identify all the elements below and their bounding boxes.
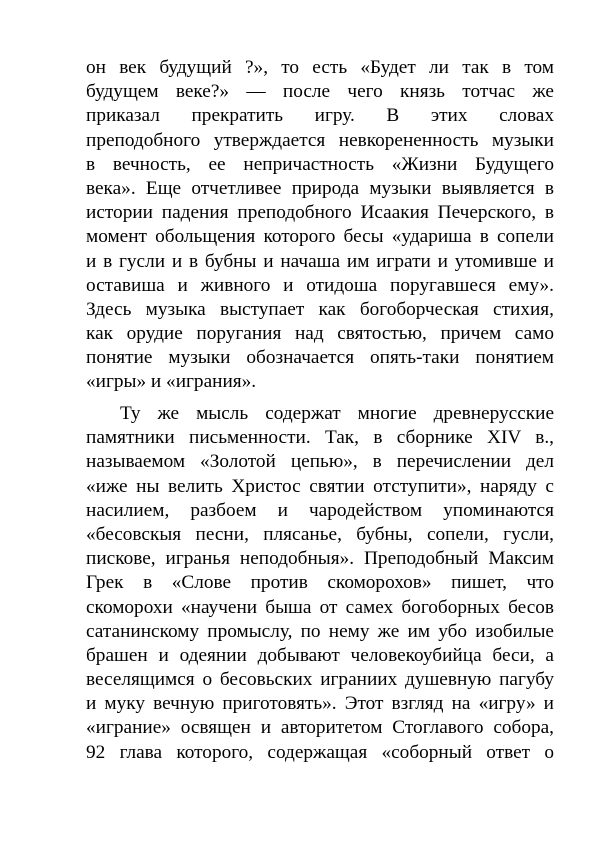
text-line: оставиша и живного и отидоша поругавшеся ему». [86, 274, 554, 296]
text-line: будущем веке?» — после чего князь тотчас же [86, 81, 554, 103]
text-line: «играние» освящен и авторитетом Стоглавого собора, [86, 717, 554, 739]
text-line: пискове, игранья неподобныя». Преподобный Максим [86, 548, 554, 570]
text-line: «игры» и «играния». [86, 371, 257, 393]
text-line: и в гусли и в бубны и начаша им играти и утомивше и [86, 250, 554, 272]
text-line: «иже ны велить Христос святии отступити», наряду с [86, 475, 554, 497]
paragraph-2 [86, 402, 554, 765]
text-line: понятие музыки обозначается опять-таки понятием [86, 347, 554, 369]
text-line: в вечность, ее непричастность «Жизни Будущего [86, 153, 554, 175]
text-line: сатанинскому промыслу, по нему же им убо изобилые [86, 620, 554, 642]
text-line: он век будущий ?», то есть «Будет ли так в том [86, 57, 554, 78]
text-line: Здесь музыка выступает как богоборческая стихия, [86, 298, 554, 320]
text-line: «бесовскыя песни, плясанье, бубны, сопели, гусли, [86, 523, 554, 545]
text-line: Ту же мысль содержат многие древнерусские [120, 403, 554, 424]
text-line: веселящимся о бесовьских играниих душевную пагубу [86, 669, 554, 691]
text-line: века». Еще отчетливее природа музыки выявляется в [86, 177, 554, 199]
text-line: памятники письменности. Так, в сборнике XIV в., [86, 427, 554, 449]
text-line: называемом «Золотой цепью», в перечислении дел [86, 451, 554, 473]
text-line: скоморохи «научени быша от самех богоборных бесов [86, 596, 554, 618]
text-line: как орудие поругания над святостью, причем само [86, 323, 554, 345]
text-line: приказал прекратить игру. В этих словах [86, 105, 554, 127]
text-line: истории падения преподобного Исаакия Печерского, в [86, 202, 554, 224]
text-line: 92 глава которого, содержащая «соборный ответ о [86, 741, 554, 763]
text-line: и муку вечную приготовять». Этот взгляд на «игру» и [86, 693, 554, 715]
text-line: брашен и одеянии добывают человекоубийца беси, а [86, 644, 554, 666]
paragraph-1 [86, 56, 554, 395]
text-line: преподобного утверждается невкорененность музыки [86, 129, 554, 151]
text-line: насилием, разбоем и чародейством упоминаются [86, 499, 554, 521]
text-line: момент обольщения которого бесы «удариша в сопели [86, 226, 554, 248]
text-line: Грек в «Слове против скоморохов» пишет, что [86, 572, 554, 594]
